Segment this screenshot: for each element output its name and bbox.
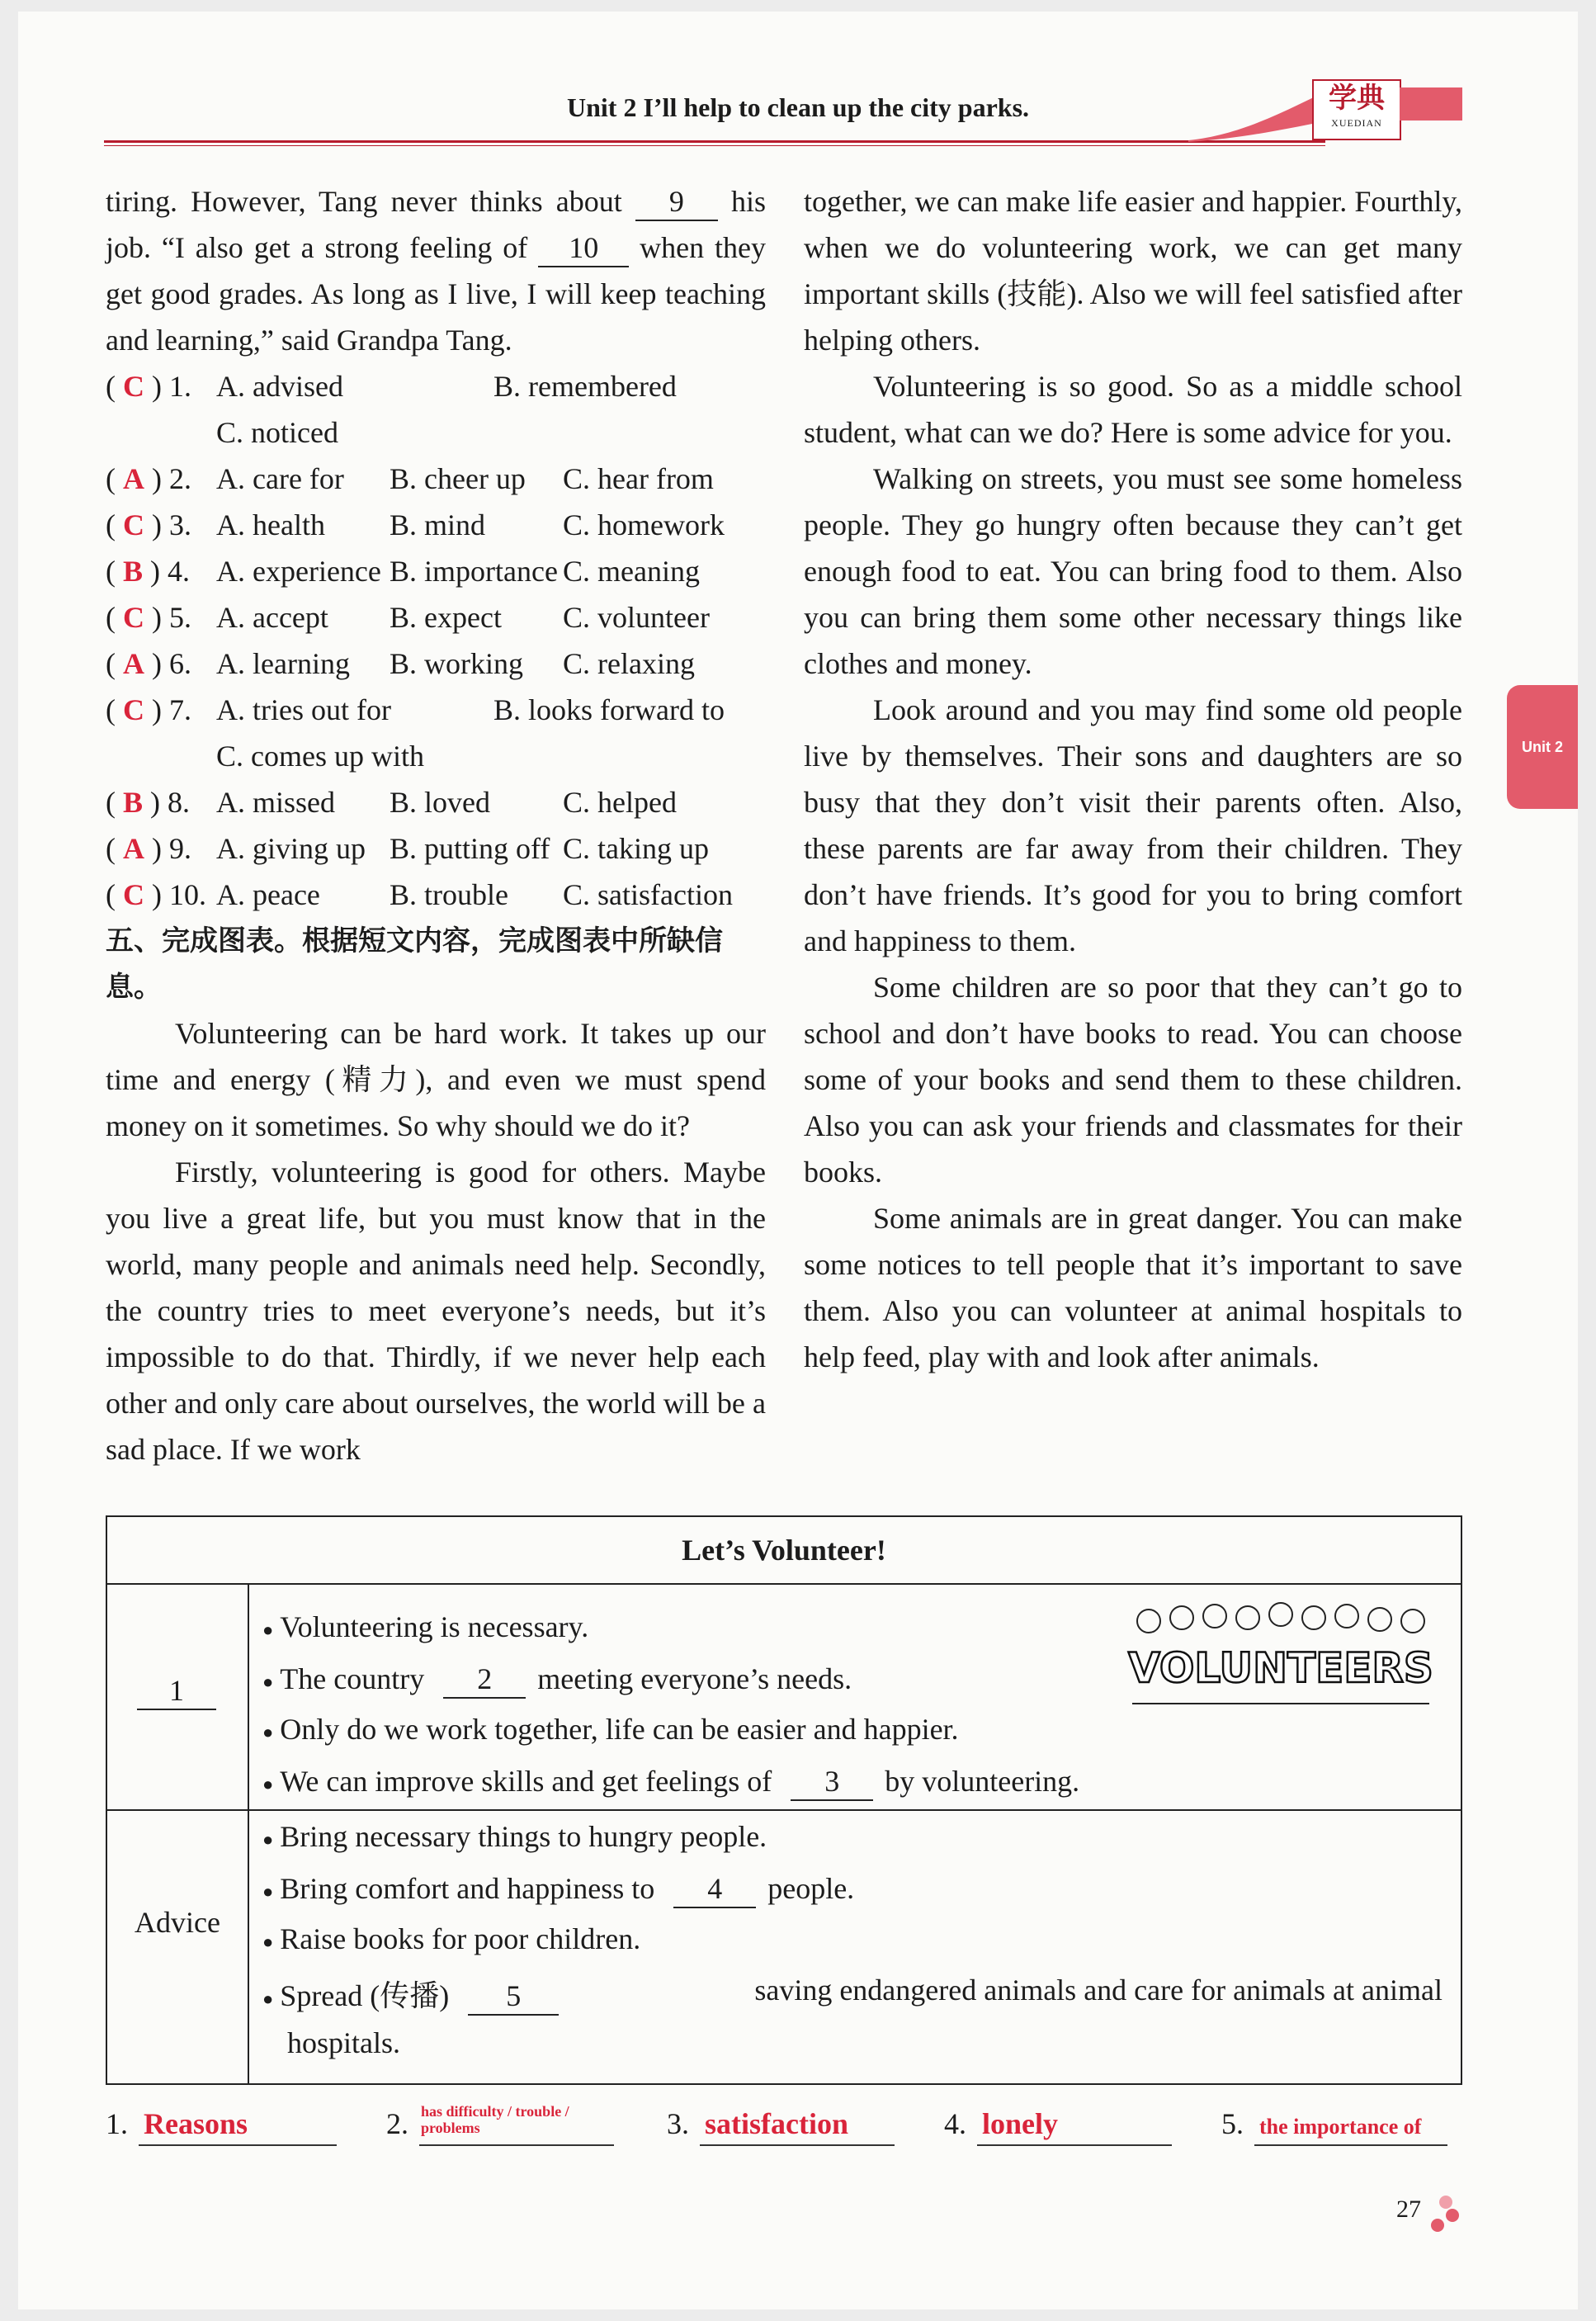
answer-letter: A [123, 832, 144, 865]
bullet-2: ● The country 2 meeting everyone’s needs. [262, 1661, 852, 1699]
header-swoosh-icon [1188, 89, 1320, 144]
answer-4 [944, 2106, 1058, 2141]
option-a: A. advised [216, 370, 343, 403]
option-b: B. mind [390, 508, 486, 541]
blank-3: 3 [791, 1763, 873, 1801]
bullet-3: ● Only do we work together, life can be easier and happier. [262, 1713, 959, 1746]
passage-paragraph-4: Volunteering is so good. So as a middle school student, what can we do? Here is some advice for you. [804, 370, 1462, 449]
answer-2 [386, 2103, 569, 2141]
option-b: B. trouble [390, 878, 508, 911]
option-a: A. peace [216, 878, 320, 911]
right-column [804, 178, 1462, 1380]
option-c: C. hear from [563, 462, 714, 495]
header-rule-thin [104, 145, 1325, 146]
bullet-6-text-a: Bring comfort and happiness to [280, 1872, 655, 1905]
blank-2: 2 [443, 1661, 526, 1699]
option-c: C. noticed [216, 416, 338, 449]
row2-label: Advice [135, 1906, 220, 1939]
option-b: B. looks forward to [493, 693, 725, 726]
unit-side-tab: Unit 2 [1507, 685, 1578, 809]
intro-paragraph [106, 178, 766, 363]
passage-paragraph-2: Firstly, volunteering is good for others. Maybe you live a great life, but you must know that in the world, many people and animals need help. Secondly, the country tries to meet everyone’s needs, but it’s impossible to do that. Thirdly, if we never help each other and only care about ourselves, the world will be a sad place. If we work [106, 1156, 766, 1466]
bullet-2-text-a: The country [280, 1662, 425, 1695]
option-c: C. satisfaction [563, 878, 733, 911]
passage-paragraph-3: together, we can make life easier and happier. Fourthly, when we do volunteering work, we can get many important skills (技能). Also we will feel satisfied after helping others. [804, 185, 1462, 357]
question-number: ( A ) 9. [106, 832, 191, 865]
answer-2-line [419, 2144, 614, 2146]
answer-2-value [421, 2103, 569, 2136]
volunteers-sign-text: VOLUNTEERS [1128, 1644, 1433, 1692]
answer-5 [1221, 2106, 1421, 2141]
row1-label-blank [135, 1672, 218, 1710]
bullet-3-text: Only do we work together, life can be easier and happier. [280, 1713, 959, 1746]
answer-5-number: 5. [1221, 2107, 1244, 2140]
bullet-8: ● Spread (传播) 5 saving endangered animals and care for animals at animal [262, 1973, 1443, 2016]
answer-3-line [700, 2144, 895, 2146]
question-row [106, 456, 766, 502]
question-row [106, 641, 766, 687]
bullet-4-text-a: We can improve skills and get feelings of [280, 1765, 772, 1798]
option-b: B. expect [390, 601, 502, 634]
option-a: A. giving up [216, 832, 366, 865]
answer-letter: C [123, 508, 144, 541]
option-b: B. working [390, 647, 523, 680]
blank-10: 10 [538, 229, 629, 267]
option-c: C. homework [563, 508, 725, 541]
question-number: ( A ) 2. [106, 462, 191, 495]
option-c: C. volunteer [563, 601, 710, 634]
answer-letter: A [123, 647, 144, 680]
question-row-cont [106, 733, 766, 779]
question-row [106, 594, 766, 641]
option-b: B. putting off [390, 832, 550, 865]
option-a: A. tries out for [216, 693, 391, 726]
bullet-1-text: Volunteering is necessary. [280, 1610, 589, 1643]
option-c: C. meaning [563, 555, 700, 588]
question-row [106, 825, 766, 872]
page-number: 27 [1396, 2196, 1421, 2223]
table-divider-vertical [248, 1585, 249, 2083]
section-5-heading: 五、完成图表。根据短文内容，完成图表中所缺信息。 [106, 924, 723, 1004]
passage-paragraph-6: Look around and you may find some old people live by themselves. Their sons and daughters are so busy that they don’t visit their parents often. Also, these parents are far away from their children. They don’t have friends. It’s good for you to bring comfort and happiness to them. [804, 693, 1462, 957]
answer-2-value-b: problems [421, 2120, 480, 2136]
bullet-5: ● Bring necessary things to hungry people. [262, 1820, 767, 1853]
passage-paragraph-5: Walking on streets, you must see some homeless people. They go hungry often because they can’t get enough food to eat. You can bring food to them. Also you can bring them some other necessary things like clothes and money. [804, 462, 1462, 680]
volunteer-chart-table [106, 1515, 1462, 2085]
question-number: ( B ) 4. [106, 555, 191, 588]
question-number: ( C ) 5. [106, 601, 191, 634]
answer-1-value: Reasons [144, 2107, 248, 2140]
bullet-8-text-a: Spread (传播) [280, 1979, 450, 2012]
option-b: B. importance [390, 555, 558, 588]
question-list [106, 363, 766, 918]
answer-letter: A [123, 462, 144, 495]
bullet-4: ● We can improve skills and get feelings of 3 by volunteering. [262, 1763, 1079, 1801]
question-row [106, 363, 766, 409]
answer-3-value: satisfaction [705, 2107, 848, 2140]
answer-letter: C [123, 693, 144, 726]
answer-4-line [977, 2144, 1172, 2146]
bullet-2-text-b: meeting everyone’s needs. [537, 1662, 852, 1695]
option-b: B. remembered [493, 370, 677, 403]
intro-text-4: when [640, 231, 705, 264]
bullet-5-text: Bring necessary things to hungry people. [280, 1820, 767, 1853]
answer-1-number: 1. [106, 2107, 128, 2140]
bullet-1: ● Volunteering is necessary. [262, 1610, 589, 1643]
brand-logo-pinyin: XUEDIAN [1331, 117, 1382, 129]
question-number: ( C ) 3. [106, 508, 191, 541]
option-a: A. experience [216, 555, 381, 588]
option-c: C. taking up [563, 832, 709, 865]
answer-4-value: lonely [982, 2107, 1059, 2140]
blank-9: 9 [635, 183, 718, 221]
table-divider-horizontal [107, 1809, 1461, 1811]
answer-3 [667, 2106, 848, 2141]
bullet-8-continued: hospitals. [287, 2026, 401, 2059]
brand-logo-text: 学典 [1329, 82, 1385, 115]
answer-3-number: 3. [667, 2107, 689, 2140]
question-row [106, 779, 766, 825]
answer-1-line [139, 2144, 337, 2146]
bullet-4-text-b: by volunteering. [885, 1765, 1080, 1798]
answer-2-number: 2. [386, 2107, 408, 2140]
answer-5-line [1254, 2144, 1447, 2146]
passage-paragraph-7: Some children are so poor that they can’t go to school and don’t have books to read. You can choose some of your books and send them to these children. Also you can ask your friends and classmates for their books. [804, 971, 1462, 1189]
header-accent-bar [1400, 87, 1462, 121]
option-b: B. loved [390, 786, 490, 819]
question-row [106, 548, 766, 594]
passage-paragraph-8: Some animals are in great danger. You can make some notices to tell people that it’s important to save them. Also you can volunteer at animal hospitals to help feed, play with and look after animals. [804, 1202, 1462, 1373]
brand-logo [1312, 79, 1401, 140]
question-number: ( C ) 10. [106, 878, 206, 911]
option-a: A. health [216, 508, 325, 541]
answer-letter: C [123, 601, 144, 634]
question-row [106, 687, 766, 733]
option-a: A. learning [216, 647, 350, 680]
bullet-6: ● Bring comfort and happiness to 4 people. [262, 1870, 854, 1908]
answer-4-number: 4. [944, 2107, 966, 2140]
option-a: A. accept [216, 601, 328, 634]
fill-in-answers [106, 2103, 1459, 2172]
answer-1 [106, 2106, 248, 2141]
answer-letter: B [123, 786, 144, 819]
option-c: C. comes up with [216, 740, 424, 773]
bullet-8-text-b: saving endangered animals and care for animals at animal [754, 1974, 1443, 2007]
intro-text-5: they get good grades. As long as I live, I will keep teaching and learning,” said Grandpa Tang. [106, 231, 767, 357]
volunteers-illustration [1124, 1600, 1438, 1715]
page-header-title: Unit 2 I’ll help to clean up the city parks. [566, 92, 1030, 122]
left-column [106, 178, 766, 1472]
blank-4: 4 [673, 1870, 756, 1908]
page-number-dots-icon [1421, 2194, 1462, 2235]
option-a: A. missed [216, 786, 335, 819]
intro-text-1: tiring. However, Tang never thinks about [106, 185, 622, 218]
answer-letter: C [123, 370, 144, 403]
option-b: B. cheer up [390, 462, 526, 495]
question-number: ( C ) 7. [106, 693, 191, 726]
answer-2-value-a: has difficulty / trouble / [421, 2103, 569, 2120]
blank-1: 1 [137, 1672, 216, 1710]
question-number: ( B ) 8. [106, 786, 191, 819]
option-c: C. relaxing [563, 647, 695, 680]
option-a: A. care for [216, 462, 344, 495]
answer-letter: B [123, 555, 144, 588]
answer-5-value: the importance of [1259, 2115, 1422, 2139]
question-row [106, 502, 766, 548]
intro-text-2: his [730, 185, 766, 218]
question-row-cont [106, 409, 766, 456]
option-c: C. helped [563, 786, 677, 819]
blank-5: 5 [468, 1978, 559, 2016]
question-number: ( A ) 6. [106, 647, 191, 680]
bullet-7: ● Raise books for poor children. [262, 1922, 641, 1955]
table-title: Let’s Volunteer! [107, 1517, 1461, 1585]
bullet-7-text: Raise books for poor children. [280, 1922, 641, 1955]
question-number: ( C ) 1. [106, 370, 191, 403]
question-row [106, 872, 766, 918]
intro-text-3: job. “I also get a strong feeling of [106, 231, 528, 264]
answer-letter: C [123, 878, 144, 911]
bullet-6-text-b: people. [767, 1872, 855, 1905]
header-rule [104, 140, 1325, 143]
passage-paragraph-1: Volunteering can be hard work. It takes up our time and energy (精力), and even we must spend money on it sometimes. So why should we do it? [106, 1017, 766, 1142]
